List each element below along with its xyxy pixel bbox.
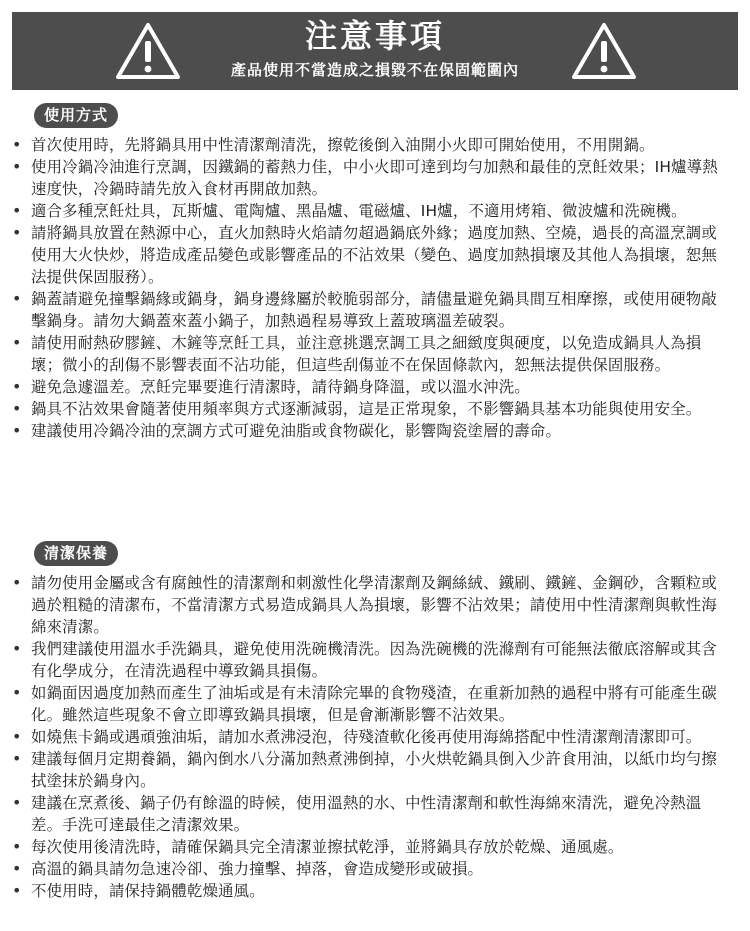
list-item-text: 我們建議使用溫水手洗鍋具，避免使用洗碗機清洗。因為洗碗機的洗滌劑有可能無法徹底溶解或其含有化學成分，在清洗過程中導致鍋具損傷。 xyxy=(31,640,717,680)
bullet-icon: • xyxy=(12,639,22,658)
bullet-icon: • xyxy=(12,289,22,308)
list-item xyxy=(0,858,750,880)
list-item-text: 鍋具不沾效果會隨著使用頻率與方式逐漸減弱，這是正常現象，不影響鍋具基本功能與使用安全。 xyxy=(31,400,702,418)
list-item xyxy=(0,398,750,420)
bullet-icon: • xyxy=(12,135,22,154)
notice-title: 注意事項 xyxy=(304,17,445,55)
list-item xyxy=(0,726,750,748)
list-item xyxy=(0,748,750,792)
bullet-icon: • xyxy=(12,573,22,592)
bullet-icon: • xyxy=(12,727,22,746)
bullet-icon: • xyxy=(12,837,22,856)
notice-header xyxy=(12,12,738,90)
list-item xyxy=(0,222,750,288)
list-item-text: 請使用耐熱矽膠鏟、木鏟等烹飪工具，並注意挑選烹調工具之細緻度與硬度，以免造成鍋具人為損壞；微小的刮傷不影響表面不沾功能，但這些刮傷並不在保固條款內，恕無法提供保固服務。 xyxy=(31,334,702,374)
list-item-text: 請將鍋具放置在熱源中心，直火加熱時火焰請勿超過鍋底外緣；過度加熱、空燒，過長的高溫烹調或使用大火快炒，將造成產品變色或影響產品的不沾效果（變色、過度加熱損壞及其他人為損壞，恕無法提供保固服務）。 xyxy=(31,224,717,286)
bullet-icon: • xyxy=(12,421,22,440)
list-item-text: 不使用時，請保持鍋體乾燥通風。 xyxy=(31,882,265,900)
warning-triangle-icon xyxy=(571,21,637,81)
list-item-text: 建議每個月定期養鍋，鍋內倒水八分滿加熱煮沸倒掉，小火烘乾鍋具倒入少許食用油，以紙巾均勻擦拭塗抹於鍋身內。 xyxy=(31,750,717,790)
usage-section xyxy=(0,103,750,442)
bullet-icon: • xyxy=(12,793,22,812)
bullet-icon: • xyxy=(12,683,22,702)
list-item-text: 高溫的鍋具請勿急速冷卻、強力撞擊、掉落，會造成變形或破損。 xyxy=(31,860,484,878)
cleaning-heading: 清潔保養 xyxy=(34,541,118,566)
list-item-text: 建議在烹煮後、鍋子仍有餘溫的時候，使用溫熱的水、中性清潔劑和軟性海綿來清洗，避免冷熱溫差。手洗可達最佳之清潔效果。 xyxy=(31,794,702,834)
cleaning-list xyxy=(0,572,750,902)
list-item xyxy=(0,572,750,638)
list-item xyxy=(0,156,750,200)
list-item xyxy=(0,134,750,156)
bullet-icon: • xyxy=(12,157,22,176)
bullet-icon: • xyxy=(12,333,22,352)
notice-subtitle: 產品使用不當造成之損毀不在保固範圍內 xyxy=(230,61,519,79)
cleaning-section xyxy=(0,541,750,902)
list-item xyxy=(0,836,750,858)
list-item-text: 使用冷鍋冷油進行烹調，因鐵鍋的蓄熱力佳，中小火即可達到均勻加熱和最佳的烹飪效果；IH爐導熱速度快，冷鍋時請先放入食材再開啟加熱。 xyxy=(31,158,718,198)
bullet-icon: • xyxy=(12,201,22,220)
list-item-text: 請勿使用金屬或含有腐蝕性的清潔劑和刺激性化學清潔劑及鋼絲絨、鐵刷、鐵鏟、金鋼砂，含顆粒或過於粗糙的清潔布，不當清潔方式易造成鍋具人為損壞，影響不沾效果；請使用中性清潔劑與軟性海綿來清潔。 xyxy=(31,574,717,636)
list-item xyxy=(0,880,750,902)
list-item xyxy=(0,376,750,398)
list-item-text: 鍋蓋請避免撞擊鍋緣或鍋身，鍋身邊緣屬於較脆弱部分，請儘量避免鍋具間互相摩擦，或使用硬物敲擊鍋身。請勿大鍋蓋來蓋小鍋子，加熱過程易導致上蓋玻璃溫差破裂。 xyxy=(31,290,717,330)
bullet-icon: • xyxy=(12,399,22,418)
list-item xyxy=(0,792,750,836)
list-item xyxy=(0,638,750,682)
bullet-icon: • xyxy=(12,859,22,878)
list-item-text: 避免急遽溫差。烹飪完畢要進行清潔時，請待鍋身降溫，或以溫水沖洗。 xyxy=(31,378,530,396)
bullet-icon: • xyxy=(12,881,22,900)
list-item-text: 如鍋面因過度加熱而產生了油垢或是有未清除完畢的食物殘渣，在重新加熱的過程中將有可能產生碳化。雖然這些現象不會立即導致鍋具損壞，但是會漸漸影響不沾效果。 xyxy=(31,684,717,724)
bullet-icon: • xyxy=(12,749,22,768)
list-item-text: 適合多種烹飪灶具，瓦斯爐、電陶爐、黑晶爐、電磁爐、IH爐，不適用烤箱、微波爐和洗碗機。 xyxy=(31,202,687,220)
list-item-text: 如燒焦卡鍋或遇頑強油垢，請加水煮沸浸泡，待殘渣軟化後再使用海綿搭配中性清潔劑清潔即可。 xyxy=(31,728,702,746)
bullet-icon: • xyxy=(12,223,22,242)
list-item xyxy=(0,420,750,442)
list-item-text: 首次使用時，先將鍋具用中性清潔劑清洗，擦乾後倒入油開小火即可開始使用，不用開鍋。 xyxy=(31,136,655,154)
list-item xyxy=(0,332,750,376)
bullet-icon: • xyxy=(12,377,22,396)
list-item xyxy=(0,288,750,332)
list-item xyxy=(0,200,750,222)
list-item xyxy=(0,682,750,726)
list-item-text: 建議使用冷鍋冷油的烹調方式可避免油脂或食物碳化，影響陶瓷塗層的壽命。 xyxy=(31,422,562,440)
usage-heading: 使用方式 xyxy=(34,103,118,128)
list-item-text: 每次使用後清洗時，請確保鍋具完全清潔並擦拭乾淨，並將鍋具存放於乾燥、通風處。 xyxy=(31,838,624,856)
usage-list xyxy=(0,134,750,442)
